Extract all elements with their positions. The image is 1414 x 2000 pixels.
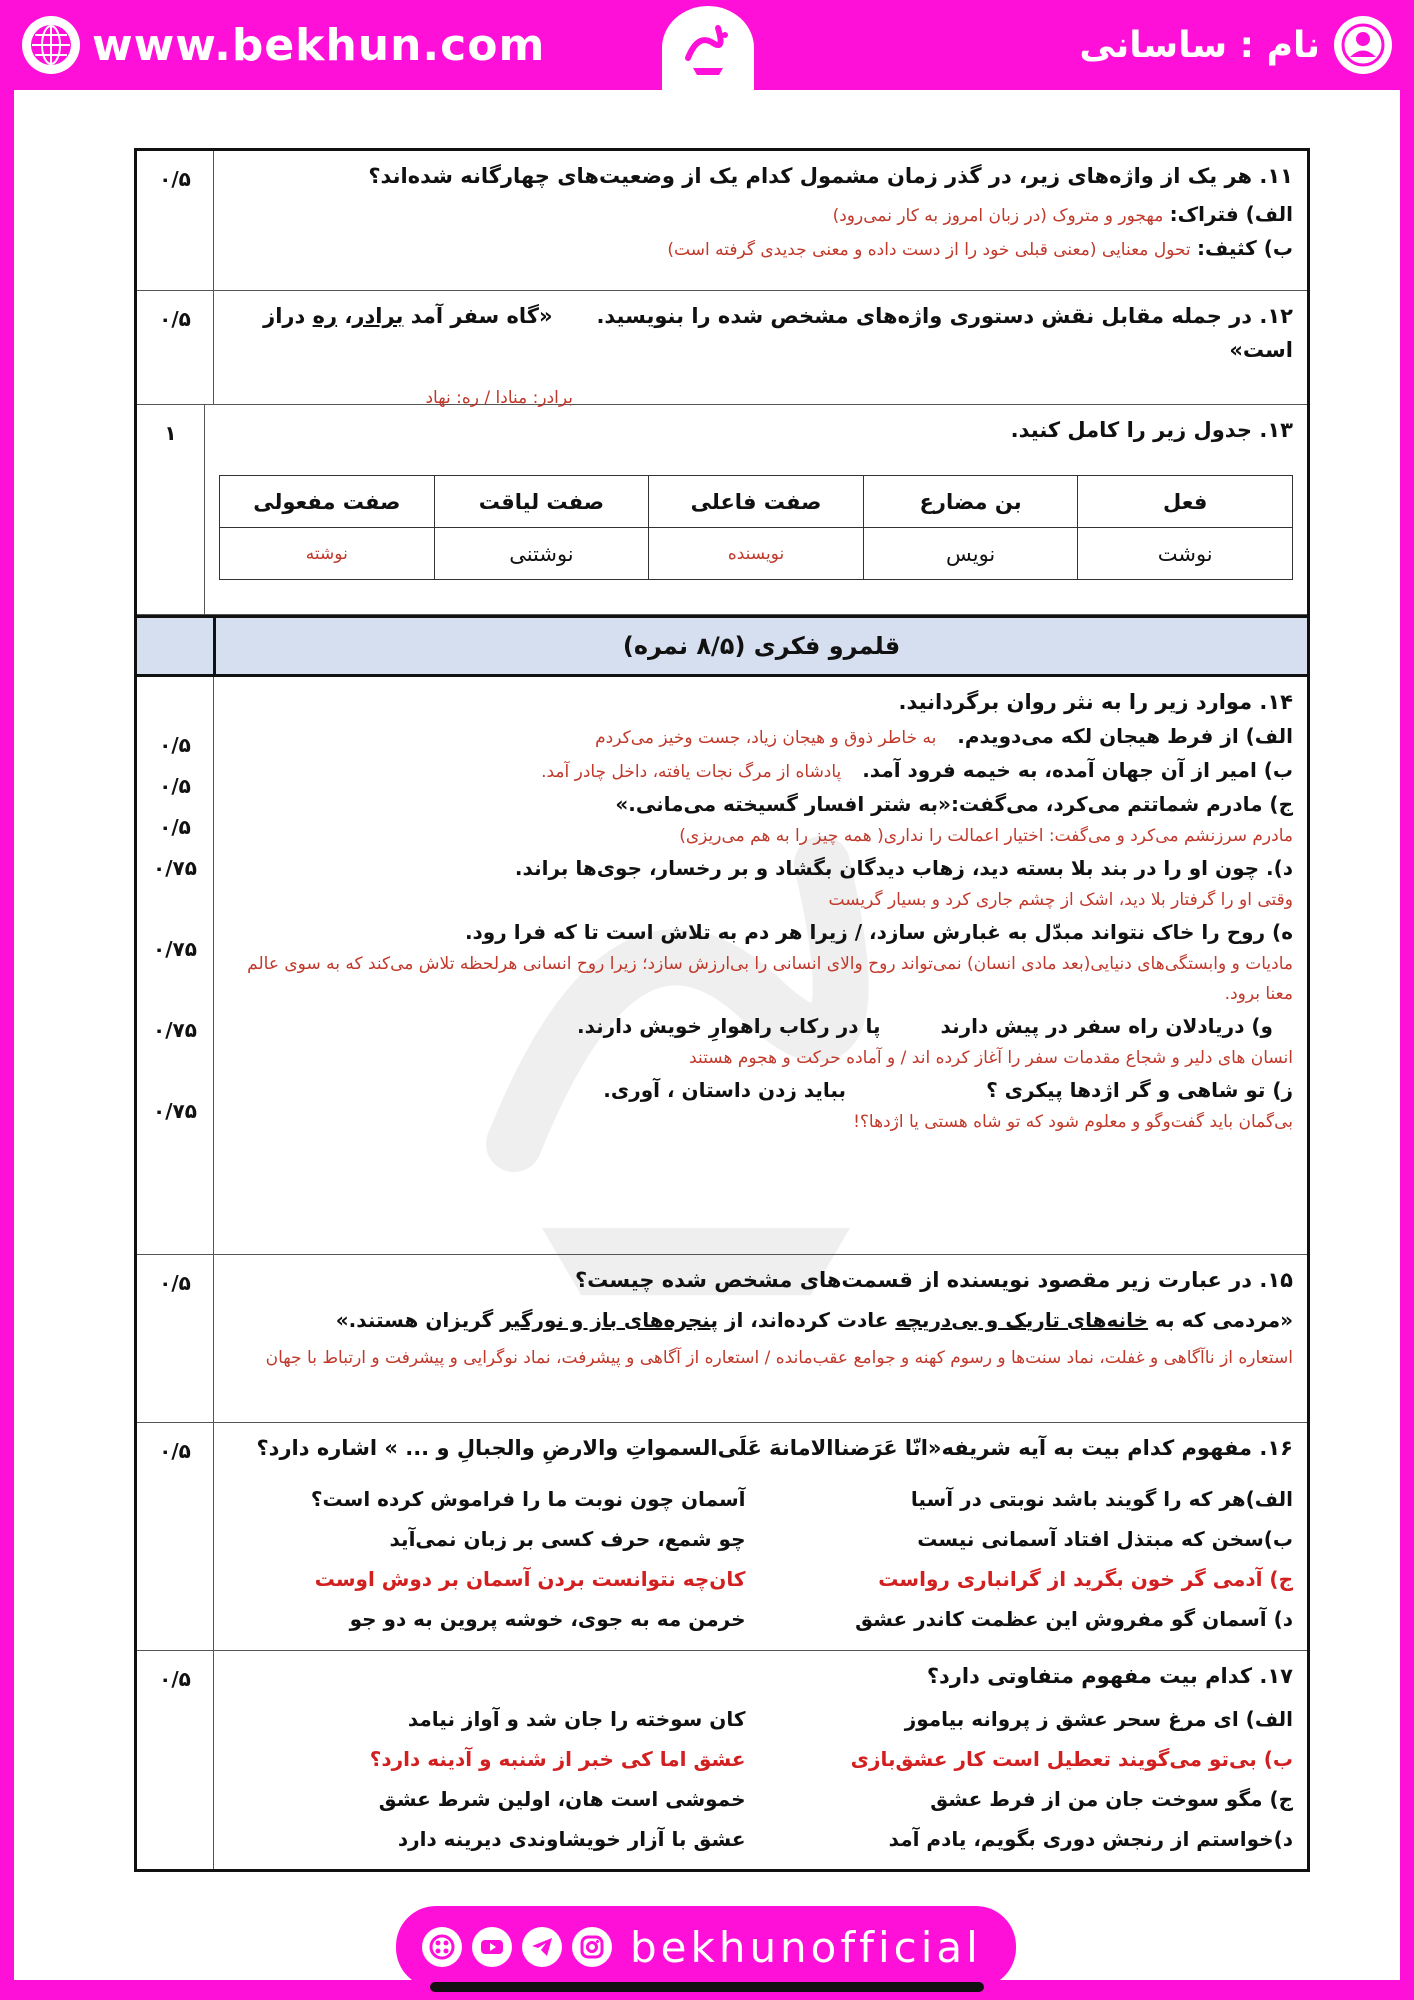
student-name-text: نام : ساسانی bbox=[1079, 24, 1320, 66]
q11-score: ۰/۵ bbox=[159, 167, 191, 191]
youtube-icon[interactable] bbox=[472, 1927, 512, 1967]
q16-correct-verse: ج) آدمی گر خون بگرید از گرانباری رواست bbox=[878, 1567, 1293, 1591]
q12-quote-end: دراز است» bbox=[263, 304, 1293, 362]
q13-header-cell: صفت فاعلی bbox=[649, 476, 864, 528]
q15-score: ۰/۵ bbox=[159, 1271, 191, 1295]
question-15-text: ۱۵. در عبارت زیر مقصود نویسنده از قسمت‌های مشخص شده چیست؟ bbox=[574, 1268, 1293, 1292]
q15-answer: استعاره از ناآگاهی و غفلت، نماد سنت‌ها و رسوم کهنه و جوامع عقب‌مانده / استعاره از آگاهی و پیشرفت، نماد نوگرایی و پیشرفت و ارتباط با جهان bbox=[265, 1348, 1293, 1368]
q14-g-1: ز) تو شاهی و گر اژدها پیکری ؟ bbox=[986, 1078, 1293, 1102]
social-footer bbox=[396, 1906, 1016, 1988]
q17-verse: عشق با آزار خویشاوندی دیرینه دارد bbox=[397, 1827, 746, 1851]
footer-bar bbox=[430, 1982, 984, 1992]
q14-d: د). چون او را در بند بلا بسته دید، زهاب دیدگان بگشاد و بر رخسار، جوی‌ها براند. bbox=[514, 856, 1293, 880]
q12-answer: برادر: منادا / ره: نهاد bbox=[425, 388, 573, 408]
question-14-text: ۱۴. موارد زیر را به نثر روان برگردانید. bbox=[898, 690, 1293, 714]
q17-verse: ج) مگو سوخت جان من از فرط عشق bbox=[930, 1787, 1293, 1811]
exam-sheet bbox=[134, 148, 1310, 1872]
q16-verse: خرمن مه به جوی، خوشه پروین به دو جو bbox=[349, 1607, 746, 1631]
q16-verse: الف)هر که را گویند باشد نوبتی در آسیا bbox=[910, 1487, 1293, 1511]
user-icon bbox=[1334, 16, 1392, 74]
question-13 bbox=[137, 405, 1307, 615]
aparat-icon[interactable] bbox=[422, 1927, 462, 1967]
q14-f-answer: انسان های دلیر و شجاع مقدمات سفر را آغاز کرده اند / و آماده حرکت و هجوم هستند bbox=[689, 1048, 1293, 1068]
q14-score: ۰/۷۵ bbox=[153, 1018, 197, 1042]
q13-header-cell: صفت مفعولی bbox=[220, 476, 435, 528]
q15-part: «مردمی که به bbox=[1148, 1308, 1293, 1332]
q12-word-2: ره bbox=[312, 304, 338, 328]
question-11 bbox=[137, 151, 1307, 291]
q12-word-1: برادر bbox=[352, 304, 404, 328]
question-11-text: ۱۱. هر یک از واژه‌های زیر، در گذر زمان مشمول کدام یک از وضعیت‌های چهارگانه شده‌اند؟ bbox=[368, 164, 1293, 188]
website-url: www.bekhun.com bbox=[92, 19, 546, 71]
section-heading bbox=[137, 615, 1307, 677]
q13-answer-cell: نویسنده bbox=[649, 528, 864, 580]
question-17 bbox=[137, 1651, 1307, 1869]
q16-correct-verse: کان‌چه نتوانست بردن آسمان بر دوش اوست bbox=[314, 1567, 746, 1591]
section-title: قلمرو فکری (۸/۵ نمره) bbox=[213, 618, 1307, 674]
q12-quote-mid: ، bbox=[337, 304, 353, 328]
question-16 bbox=[137, 1423, 1307, 1651]
q14-e-answer: مادیات و وابستگی‌های دنیایی(بعد مادی انسان) نمی‌تواند روح والای انسانی را بی‌ارزش سازد؛ زیرا روح انسانی هرلحظه تلاش می‌کند که به سوی عالم معنا برود. bbox=[247, 954, 1293, 1004]
header bbox=[0, 0, 1414, 90]
q13-cell: نویس bbox=[863, 528, 1078, 580]
q16-verse: آسمان چون نوبت ما را فراموش کرده است؟ bbox=[310, 1487, 746, 1511]
q11-a-answer: مهجور و متروک (در زبان امروز به کار نمی‌رود) bbox=[832, 206, 1164, 226]
q13-header-cell: فعل bbox=[1078, 476, 1293, 528]
q14-a: الف) از فرط هیجان لکه می‌دویدم. bbox=[957, 724, 1293, 748]
q15-underlined-1: خانه‌های تاریک و بی‌دریچه bbox=[895, 1308, 1149, 1332]
q17-score: ۰/۵ bbox=[159, 1667, 191, 1691]
q16-verse: ب)سخن که مبتذل افتاد آسمانی نیست bbox=[917, 1527, 1293, 1551]
q14-f-1: و) دریادلان راه سفر در پیش دارند bbox=[940, 1014, 1273, 1038]
q15-underlined-2: پنجره‌های باز و نورگیر bbox=[500, 1308, 718, 1332]
q14-score: ۰/۵ bbox=[159, 733, 191, 757]
q14-score: ۰/۷۵ bbox=[153, 1099, 197, 1123]
q13-cell: نوشت bbox=[1078, 528, 1293, 580]
q13-score: ۱ bbox=[164, 421, 177, 445]
q13-cell: نوشتنی bbox=[434, 528, 649, 580]
question-16-text: ۱۶. مفهوم کدام بیت به آیه شریفه«انّا عَرَضنا‌الامانهَ عَلَی‌السمواتِ والارضِ والجبالِ و ... » اشاره دارد؟ bbox=[256, 1436, 1293, 1460]
q12-quote-start: «گاه سفر آمد bbox=[403, 304, 553, 328]
q14-a-answer: به خاطر ذوق و هیجان زیاد، جست وخیز می‌کردم bbox=[595, 728, 937, 748]
q14-b: ب) امیر از آن جهان آمده، به خیمه فرود آمد. bbox=[862, 758, 1293, 782]
question-12-text: ۱۲. در جمله مقابل نقش دستوری واژه‌های مشخص شده را بنویسید. bbox=[596, 304, 1293, 328]
q13-answer-cell: نوشته bbox=[220, 528, 435, 580]
instagram-icon[interactable] bbox=[572, 1927, 612, 1967]
q14-score: ۰/۵ bbox=[159, 815, 191, 839]
q15-part: عادت کرده‌اند، از bbox=[717, 1308, 896, 1332]
q14-score: ۰/۷۵ bbox=[153, 856, 197, 880]
q17-correct-verse: ب) بی‌تو می‌گویند تعطیل است کار عشق‌بازی bbox=[850, 1747, 1293, 1771]
q15-part: گریزان هستند.» bbox=[335, 1308, 501, 1332]
q16-verse: چو شمع، حرف کسی بر زبان نمی‌آید bbox=[389, 1527, 746, 1551]
q17-verse: خموشی است هان، اولین شرط عشق bbox=[378, 1787, 746, 1811]
q17-correct-verse: عشق اما کی خبر از شنبه و آدینه دارد؟ bbox=[369, 1747, 746, 1771]
q11-b-label: ب) کثیف: bbox=[1197, 236, 1293, 260]
question-13-text: ۱۳. جدول زیر را کامل کنید. bbox=[1010, 418, 1293, 442]
website-link[interactable] bbox=[22, 14, 545, 76]
student-name bbox=[1079, 14, 1392, 76]
q13-header-cell: بن مضارع bbox=[863, 476, 1078, 528]
q11-b-answer: تحول معنایی (معنی قبلی خود را از دست داده و معنی جدیدی گرفته است) bbox=[667, 240, 1191, 260]
q17-verse: کان سوخته را جان شد و آواز نیامد bbox=[407, 1707, 746, 1731]
social-handle[interactable]: bekhunofficial bbox=[630, 1922, 982, 1972]
question-12 bbox=[137, 291, 1307, 408]
q14-b-answer: پادشاه از مرگ نجات یافته، داخل چادر آمد. bbox=[541, 762, 842, 782]
q14-score: ۰/۵ bbox=[159, 774, 191, 798]
q14-g-answer: بی‌گمان باید گفت‌وگو و معلوم شود که تو شاه هستی یا اژدها؟! bbox=[853, 1112, 1293, 1132]
telegram-icon[interactable] bbox=[522, 1927, 562, 1967]
q17-verse: الف) ای مرغ سحر عشق ز پروانه بیاموز bbox=[904, 1707, 1293, 1731]
q14-f-2: پا در رکاب راهوارِ خویش دارند. bbox=[576, 1014, 881, 1038]
question-17-text: ۱۷. کدام بیت مفهوم متفاوتی دارد؟ bbox=[926, 1664, 1293, 1688]
q11-a-label: الف) فتراک: bbox=[1169, 202, 1293, 226]
q14-e: ه) روح را خاک نتواند مبدّل به غبارش سازد، / زیرا هر دم به تلاش است تا که فرا رود. bbox=[464, 920, 1293, 944]
q14-g-2: بباید زدن داستان ، آوری. bbox=[603, 1078, 847, 1102]
q14-d-answer: وقتی او را گرفتار بلا دید، اشک از چشم جاری کرد و بسیار گریست bbox=[828, 890, 1293, 910]
q17-verse: د)خواستم از رنجش دوری بگویم، یادم آمد bbox=[888, 1827, 1293, 1851]
q12-score: ۰/۵ bbox=[159, 307, 191, 331]
logo-icon bbox=[662, 6, 754, 90]
q14-c-answer: مادرم سرزنشم می‌کرد و می‌گفت: اختیار اعمالت را نداری( همه چیز را به هم می‌ریزی) bbox=[679, 826, 1293, 846]
q16-score: ۰/۵ bbox=[159, 1439, 191, 1463]
q16-verse: د) آسمان گو مفروش این عظمت کاندر عشق bbox=[855, 1607, 1293, 1631]
q14-score: ۰/۷۵ bbox=[153, 937, 197, 961]
question-15 bbox=[137, 1255, 1307, 1423]
q14-c: ج) مادرم شماتتم می‌کرد، می‌گفت:«به شتر افسار گسیخته می‌مانی.» bbox=[615, 792, 1293, 816]
q13-table bbox=[219, 475, 1293, 580]
q13-header-cell: صفت لیاقت bbox=[434, 476, 649, 528]
question-14 bbox=[137, 677, 1307, 1255]
globe-icon bbox=[22, 16, 80, 74]
